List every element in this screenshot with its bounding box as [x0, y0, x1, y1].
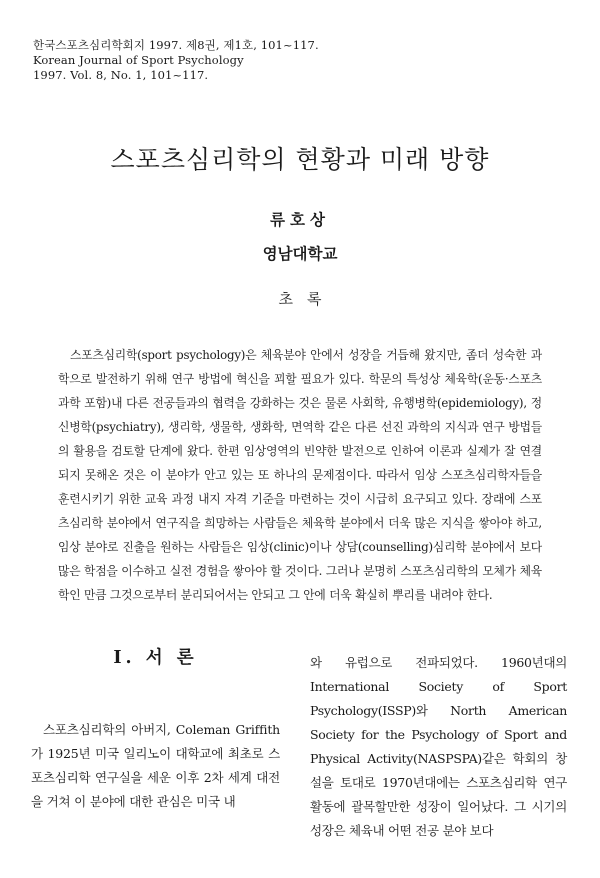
journal-citation-english: 1997. Vol. 8, No. 1, 101~117.	[33, 68, 209, 82]
author-name: 류호상	[270, 210, 330, 229]
left-column	[31, 648, 280, 814]
left-column-text: 스포츠심리학의 아버지, Coleman Griffith가 1925년 미국 일리노이 대학교에 최초로 스포츠심리학 연구실을 세운 이후 2차 세계 대전을 거쳐 이 분야에 대한 관심은 미국 내	[31, 722, 280, 809]
abstract-body: 스포츠심리학(sport psychology)은 체육분야 안에서 성장을 거듭해 왔지만, 좀더 성숙한 과학으로 발전하기 위해 연구 방법에 혁신을 꾀할 필요가 있다. 학문의 특성상 체육학(운동·스포츠과학 포함)내 다른 전공들과의 협력을 강화하는 것은 물론 사회학, 유행병학(epidemiology), 정신병학(psychiatry), 생리학, 생물학, 생화학, 면역학 같은 다른 선진 과학의 지식과 연구 방법들의 활용을 검토할 단계에 왔다. 한편 임상영역의 빈약한 발전으로 인하여 이론과 실제가 잘 연결되지 못해온 것은 이 분야가 안고 있는 또 하나의 문제점이다. 따라서 임상 스포츠심리학자들을 훈련시키기 위한 교육 과정 내지 자격 기준을 마련하는 것이 시급히 요구되고 있다. 장래에 스포츠심리학 분야에서 연구직을 희망하는 사람들은 체육학 분야에서 더욱 많은 지식을 쌓아야 하고, 임상 분야로 진출을 원하는 사람들은 임상(clinic)이나 상담(counselling)심리학 분야에서 보다 많은 학점을 이수하고 실전 경험을 쌓아야 할 것이다. 그러나 분명히 스포츠심리학의 모체가 체육학인 만큼 그것으로부터 분리되어서는 안되고 그 안에 더욱 확실히 뿌리를 내려야 한다.	[58, 348, 542, 602]
journal-name-english: Korean Journal of Sport Psychology	[33, 53, 244, 67]
abstract-heading: 초록	[278, 290, 336, 308]
journal-citation-korean: 한국스포츠심리학회지 1997. 제8권, 제1호, 101~117.	[33, 38, 319, 52]
paper-title: 스포츠심리학의 현황과 미래 방향	[110, 145, 490, 174]
journal-header	[33, 38, 319, 83]
section-heading-introduction: I. 서 론	[113, 648, 198, 668]
author-affiliation: 영남대학교	[262, 244, 338, 263]
right-column-text: 와 유럽으로 전파되었다. 1960년대의 International Society of Sport Psychology(ISSP)와 North American Society for the Psychology of Sport and Physical Activity(NASPSPA)같은 학회의 창설을 토대로 1970년대에는 스포츠심리학 연구 활동에 괄목할만한 성장이 일어났다. 그 시기의 성장은 체육내 어떤 전공 분야 보다	[310, 655, 567, 838]
